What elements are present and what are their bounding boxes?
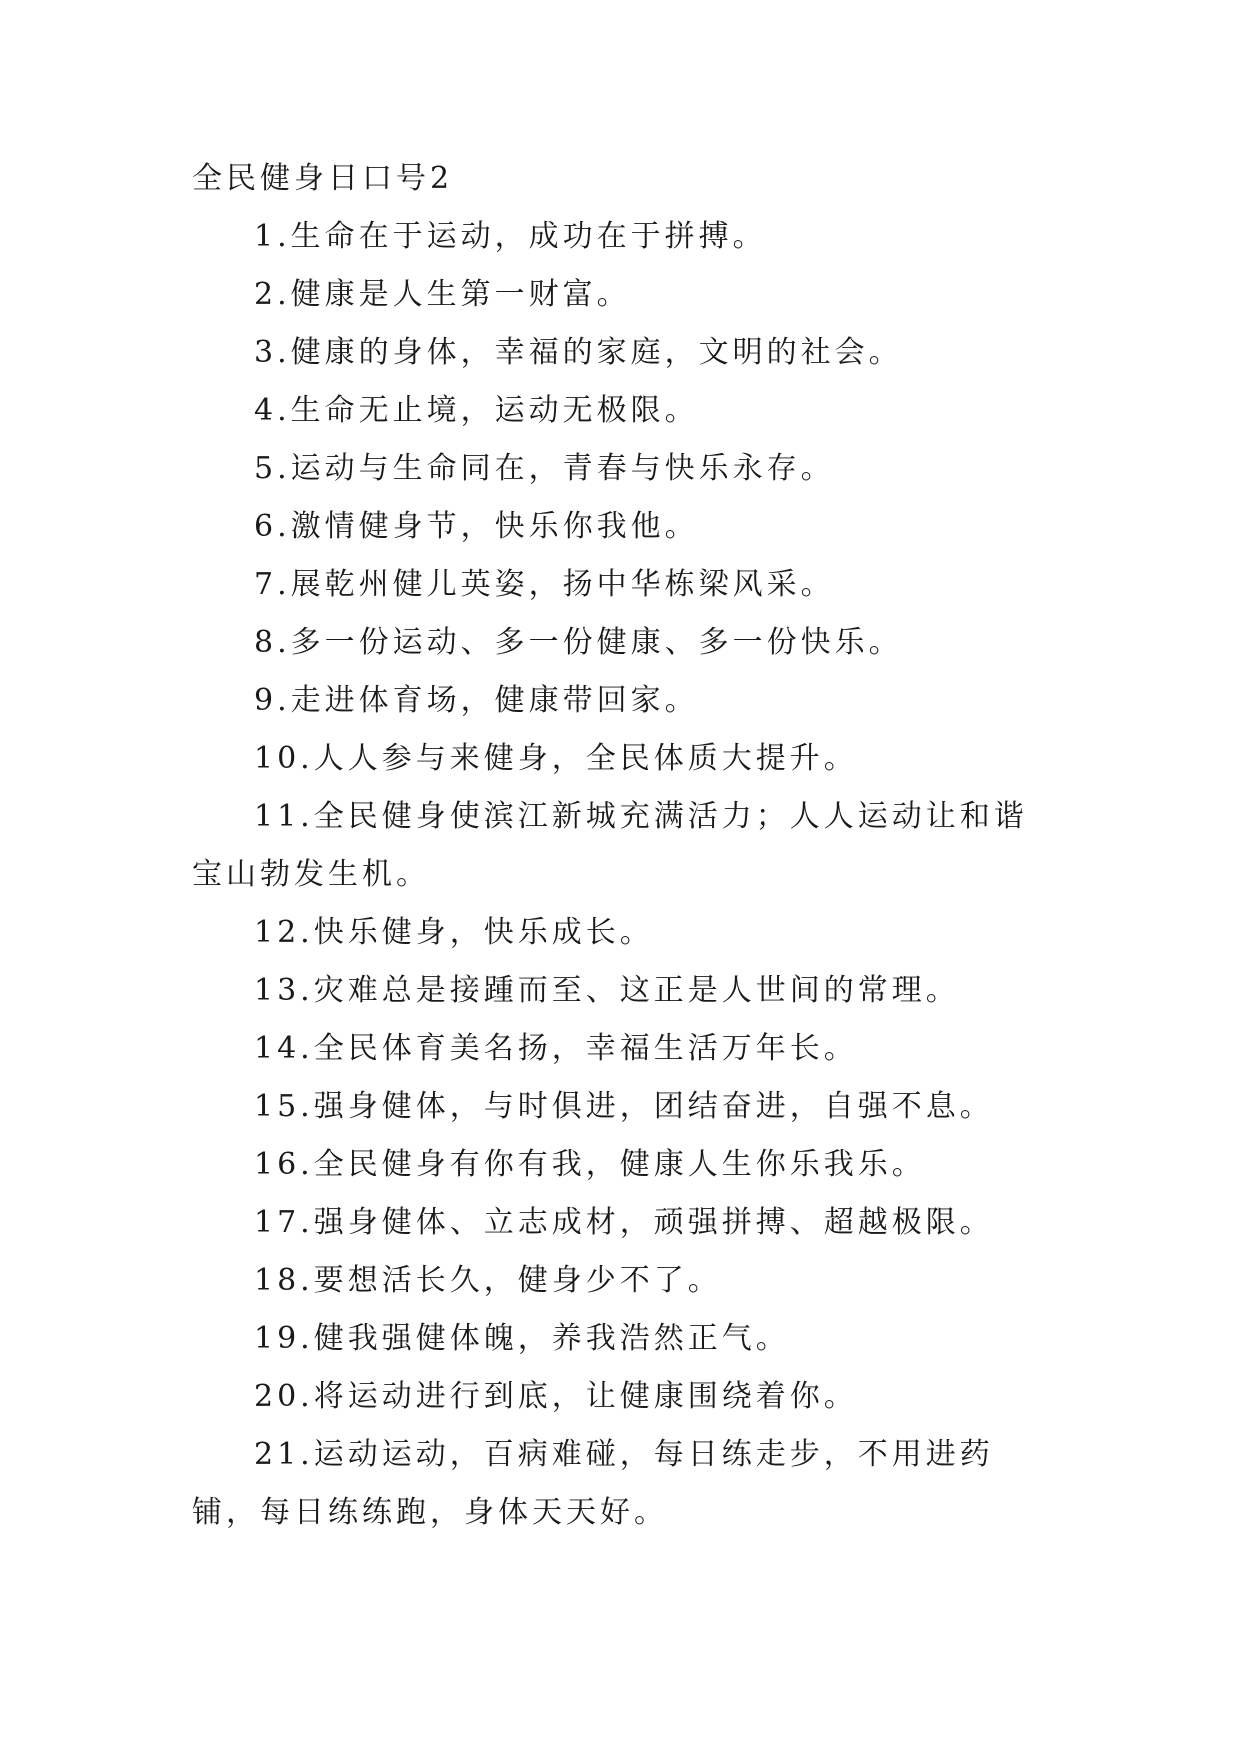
slogan-item: 12.快乐健身，快乐成长。 bbox=[254, 915, 654, 950]
slogan-item: 5.运动与生命同在，青春与快乐永存。 bbox=[254, 451, 835, 486]
slogan-item: 18.要想活长久，健身少不了。 bbox=[254, 1263, 722, 1298]
slogan-item: 1.生命在于运动，成功在于拼搏。 bbox=[254, 219, 767, 254]
slogan-item: 15.强身健体，与时俱进，团结奋进，自强不息。 bbox=[254, 1089, 994, 1124]
slogan-item: 6.激情健身节，快乐你我他。 bbox=[254, 509, 699, 544]
slogan-item: 14.全民体育美名扬，幸福生活万年长。 bbox=[254, 1031, 858, 1066]
slogan-item: 7.展乾州健儿英姿，扬中华栋梁风采。 bbox=[254, 567, 835, 602]
slogan-item: 16.全民健身有你有我，健康人生你乐我乐。 bbox=[254, 1147, 926, 1182]
slogan-item: 19.健我强健体魄，养我浩然正气。 bbox=[254, 1321, 790, 1356]
slogan-item: 10.人人参与来健身，全民体质大提升。 bbox=[254, 741, 858, 776]
slogan-item: 8.多一份运动、多一份健康、多一份快乐。 bbox=[254, 625, 903, 660]
slogan-item: 9.走进体育场，健康带回家。 bbox=[254, 683, 699, 718]
slogan-item: 20.将运动进行到底，让健康围绕着你。 bbox=[254, 1379, 858, 1414]
slogan-item: 13.灾难总是接踵而至、这正是人世间的常理。 bbox=[254, 973, 960, 1008]
slogan-item: 21.运动运动，百病难碰，每日练走步，不用进药铺，每日练练跑，身体天天好。 bbox=[192, 1437, 994, 1530]
document-page bbox=[192, 150, 1054, 1542]
document-title: 全民健身日口号2 bbox=[192, 161, 454, 196]
slogan-item: 17.强身健体、立志成材，顽强拼搏、超越极限。 bbox=[254, 1205, 994, 1240]
slogan-item: 3.健康的身体，幸福的家庭，文明的社会。 bbox=[254, 335, 903, 370]
slogan-item: 2.健康是人生第一财富。 bbox=[254, 277, 631, 312]
slogan-item: 11.全民健身使滨江新城充满活力；人人运动让和谐宝山勃发生机。 bbox=[192, 799, 1028, 892]
slogan-item: 4.生命无止境，运动无极限。 bbox=[254, 393, 699, 428]
